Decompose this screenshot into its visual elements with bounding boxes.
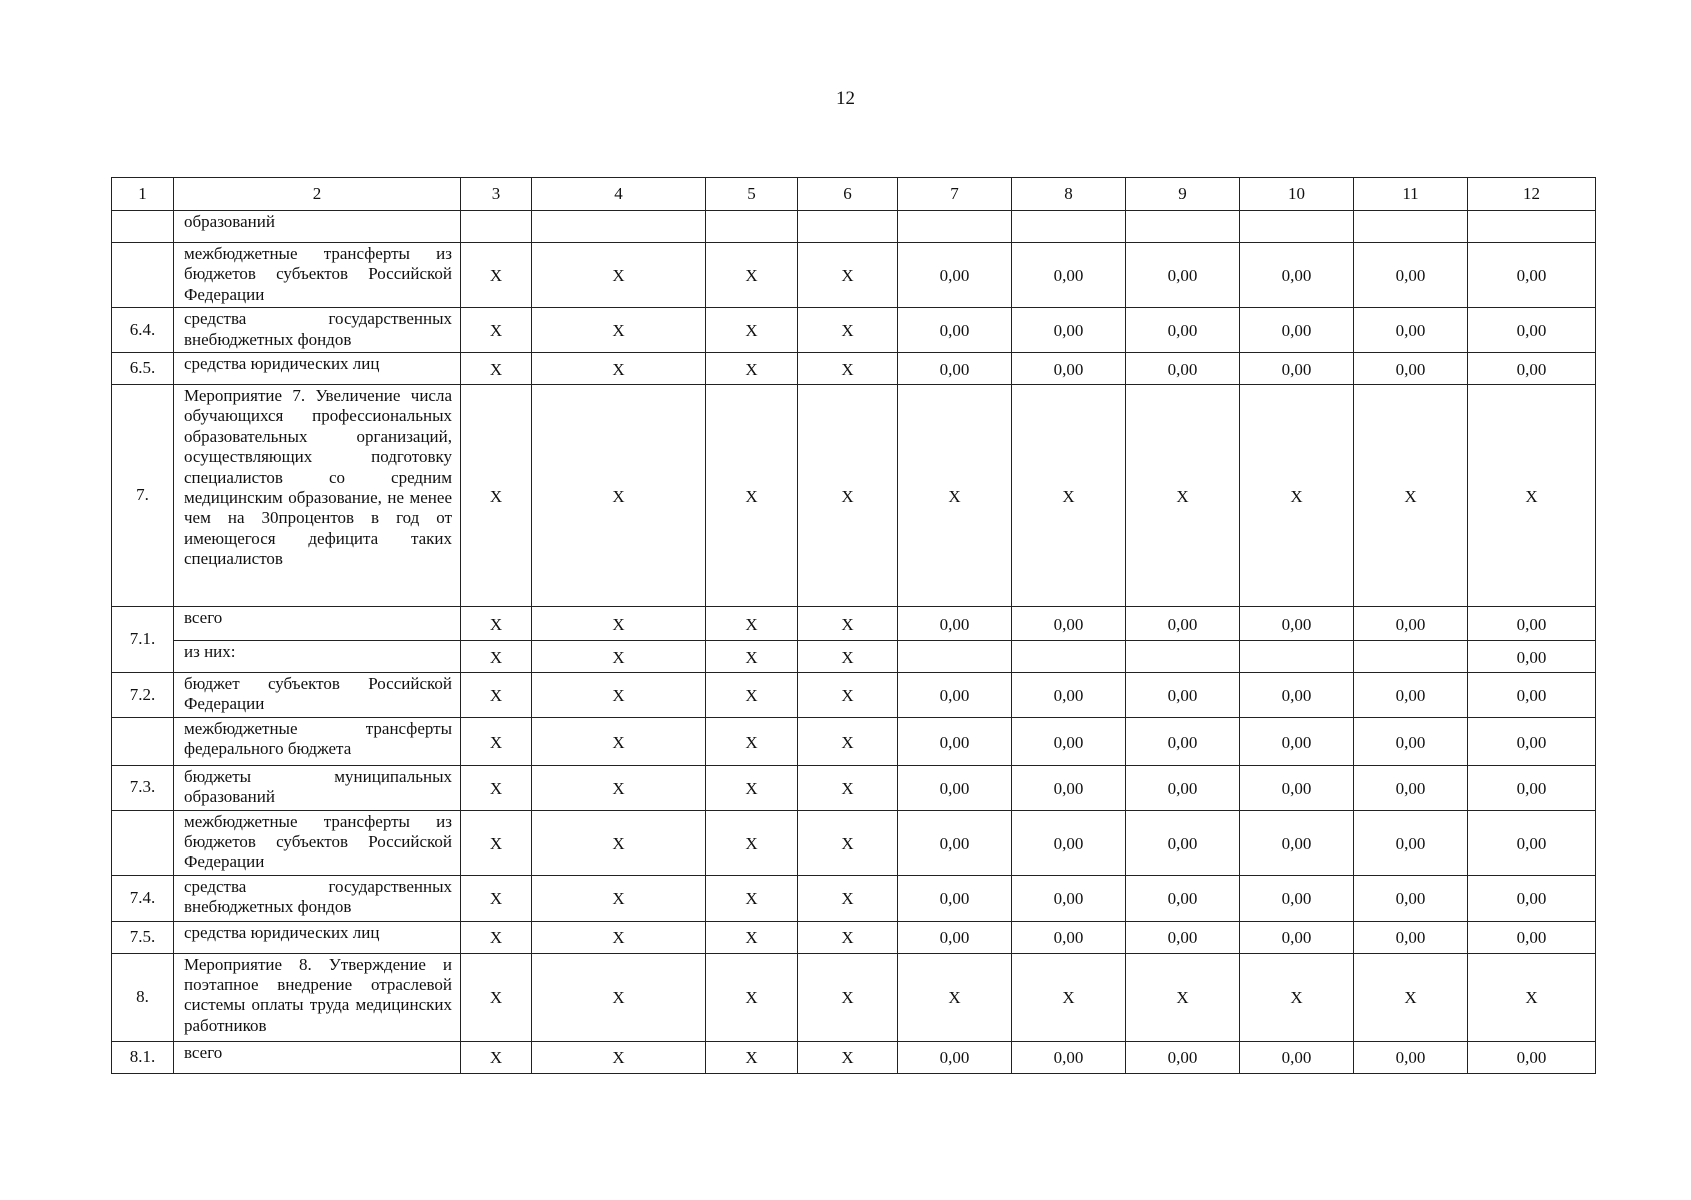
- value-cell: X: [798, 243, 898, 308]
- value-cell: [1126, 640, 1240, 672]
- value-cell: [1126, 211, 1240, 243]
- row-description: всего: [174, 606, 461, 640]
- row-description: всего: [174, 1041, 461, 1073]
- value-cell: 0,00: [898, 243, 1012, 308]
- value-cell: 0,00: [1012, 717, 1126, 765]
- value-cell: 0,00: [898, 717, 1012, 765]
- value-cell: X: [1126, 953, 1240, 1041]
- value-cell: X: [798, 1041, 898, 1073]
- value-cell: X: [461, 717, 532, 765]
- value-cell: X: [1012, 384, 1126, 606]
- data-table: [111, 177, 1596, 1074]
- value-cell: X: [706, 875, 798, 921]
- value-cell: X: [706, 672, 798, 717]
- value-cell: 0,00: [1126, 765, 1240, 810]
- value-cell: 0,00: [1240, 308, 1354, 353]
- value-cell: X: [532, 308, 706, 353]
- value-cell: [1354, 211, 1468, 243]
- row-description: межбюджетные трансферты из бюджетов субъектов Российской Федерации: [174, 810, 461, 875]
- value-cell: 0,00: [898, 606, 1012, 640]
- row-description: бюджеты муниципальных образований: [174, 765, 461, 810]
- value-cell: X: [532, 352, 706, 384]
- value-cell: [898, 211, 1012, 243]
- header-cell: 2: [174, 178, 461, 211]
- table-row: [112, 243, 1596, 308]
- table-row: [112, 810, 1596, 875]
- value-cell: 0,00: [1354, 243, 1468, 308]
- value-cell: 0,00: [1354, 810, 1468, 875]
- value-cell: X: [461, 810, 532, 875]
- value-cell: X: [461, 875, 532, 921]
- value-cell: 0,00: [1354, 308, 1468, 353]
- value-cell: X: [461, 308, 532, 353]
- value-cell: X: [798, 765, 898, 810]
- header-cell: 12: [1468, 178, 1596, 211]
- value-cell: X: [461, 352, 532, 384]
- value-cell: X: [706, 921, 798, 953]
- row-number: [112, 717, 174, 765]
- header-cell: 6: [798, 178, 898, 211]
- value-cell: 0,00: [1468, 243, 1596, 308]
- table-row: [112, 921, 1596, 953]
- value-cell: X: [532, 243, 706, 308]
- value-cell: 0,00: [1354, 875, 1468, 921]
- value-cell: [898, 640, 1012, 672]
- value-cell: 0,00: [1240, 606, 1354, 640]
- value-cell: X: [461, 765, 532, 810]
- value-cell: X: [706, 810, 798, 875]
- value-cell: [532, 211, 706, 243]
- value-cell: 0,00: [1468, 765, 1596, 810]
- value-cell: X: [532, 1041, 706, 1073]
- header-cell: 11: [1354, 178, 1468, 211]
- table-row: [112, 308, 1596, 353]
- value-cell: X: [706, 384, 798, 606]
- value-cell: 0,00: [898, 308, 1012, 353]
- value-cell: 0,00: [1126, 243, 1240, 308]
- value-cell: X: [706, 352, 798, 384]
- value-cell: 0,00: [1468, 640, 1596, 672]
- header-cell: 9: [1126, 178, 1240, 211]
- value-cell: X: [1468, 384, 1596, 606]
- table-row: [112, 211, 1596, 243]
- value-cell: X: [706, 1041, 798, 1073]
- value-cell: 0,00: [1354, 765, 1468, 810]
- value-cell: 0,00: [1012, 875, 1126, 921]
- value-cell: X: [798, 640, 898, 672]
- header-cell: 10: [1240, 178, 1354, 211]
- row-description: средства государственных внебюджетных фондов: [174, 875, 461, 921]
- value-cell: 0,00: [1126, 672, 1240, 717]
- table-row: [112, 765, 1596, 810]
- row-description: средства юридических лиц: [174, 921, 461, 953]
- value-cell: X: [706, 606, 798, 640]
- value-cell: 0,00: [1240, 921, 1354, 953]
- value-cell: X: [1240, 953, 1354, 1041]
- value-cell: 0,00: [1126, 1041, 1240, 1073]
- value-cell: X: [1354, 384, 1468, 606]
- value-cell: X: [798, 875, 898, 921]
- value-cell: X: [532, 953, 706, 1041]
- value-cell: 0,00: [898, 1041, 1012, 1073]
- value-cell: 0,00: [1468, 308, 1596, 353]
- value-cell: X: [898, 953, 1012, 1041]
- row-description: Мероприятие 8. Утверждение и поэтапное внедрение отраслевой системы оплаты труда медицинских работников: [174, 953, 461, 1041]
- row-number: 7.1.: [112, 606, 174, 672]
- value-cell: X: [706, 953, 798, 1041]
- table-row: [112, 672, 1596, 717]
- value-cell: 0,00: [1126, 921, 1240, 953]
- value-cell: 0,00: [1240, 243, 1354, 308]
- value-cell: X: [461, 1041, 532, 1073]
- row-description: из них:: [174, 640, 461, 672]
- value-cell: X: [706, 308, 798, 353]
- value-cell: 0,00: [1468, 717, 1596, 765]
- value-cell: 0,00: [1012, 672, 1126, 717]
- row-number: 7.2.: [112, 672, 174, 717]
- value-cell: X: [798, 717, 898, 765]
- value-cell: X: [1126, 384, 1240, 606]
- value-cell: 0,00: [1240, 1041, 1354, 1073]
- row-number: 6.5.: [112, 352, 174, 384]
- value-cell: 0,00: [1012, 810, 1126, 875]
- value-cell: X: [706, 640, 798, 672]
- header-cell: 5: [706, 178, 798, 211]
- value-cell: [1012, 211, 1126, 243]
- value-cell: 0,00: [1126, 875, 1240, 921]
- table-row: [112, 640, 1596, 672]
- value-cell: X: [798, 606, 898, 640]
- value-cell: [1240, 211, 1354, 243]
- value-cell: 0,00: [1468, 672, 1596, 717]
- table-row: [112, 606, 1596, 640]
- value-cell: 0,00: [898, 875, 1012, 921]
- value-cell: X: [706, 765, 798, 810]
- row-number: 7.: [112, 384, 174, 606]
- value-cell: 0,00: [898, 810, 1012, 875]
- value-cell: 0,00: [1126, 606, 1240, 640]
- value-cell: X: [1468, 953, 1596, 1041]
- row-number: [112, 810, 174, 875]
- value-cell: 0,00: [1012, 921, 1126, 953]
- row-description: средства государственных внебюджетных фондов: [174, 308, 461, 353]
- header-cell: 3: [461, 178, 532, 211]
- value-cell: [461, 211, 532, 243]
- value-cell: X: [532, 384, 706, 606]
- value-cell: X: [1012, 953, 1126, 1041]
- value-cell: 0,00: [1012, 606, 1126, 640]
- value-cell: 0,00: [1126, 352, 1240, 384]
- value-cell: 0,00: [1126, 308, 1240, 353]
- value-cell: X: [798, 308, 898, 353]
- value-cell: X: [461, 953, 532, 1041]
- row-number: [112, 243, 174, 308]
- value-cell: 0,00: [1012, 765, 1126, 810]
- value-cell: 0,00: [1240, 765, 1354, 810]
- row-description: средства юридических лиц: [174, 352, 461, 384]
- value-cell: X: [461, 606, 532, 640]
- value-cell: 0,00: [1240, 672, 1354, 717]
- row-number: [112, 211, 174, 243]
- value-cell: X: [461, 243, 532, 308]
- value-cell: X: [898, 384, 1012, 606]
- value-cell: 0,00: [1012, 1041, 1126, 1073]
- value-cell: X: [706, 717, 798, 765]
- value-cell: X: [798, 352, 898, 384]
- row-number: 7.4.: [112, 875, 174, 921]
- value-cell: 0,00: [898, 672, 1012, 717]
- value-cell: X: [532, 606, 706, 640]
- value-cell: 0,00: [1126, 717, 1240, 765]
- row-number: 8.: [112, 953, 174, 1041]
- table-row: [112, 717, 1596, 765]
- value-cell: X: [532, 672, 706, 717]
- value-cell: 0,00: [1354, 672, 1468, 717]
- header-cell: 8: [1012, 178, 1126, 211]
- value-cell: 0,00: [1354, 1041, 1468, 1073]
- value-cell: X: [1240, 384, 1354, 606]
- value-cell: [706, 211, 798, 243]
- value-cell: X: [532, 640, 706, 672]
- value-cell: [1012, 640, 1126, 672]
- header-cell: 4: [532, 178, 706, 211]
- value-cell: X: [461, 640, 532, 672]
- table-row: [112, 384, 1596, 606]
- value-cell: 0,00: [898, 921, 1012, 953]
- value-cell: 0,00: [898, 352, 1012, 384]
- value-cell: X: [461, 672, 532, 717]
- value-cell: 0,00: [1468, 1041, 1596, 1073]
- value-cell: 0,00: [1240, 717, 1354, 765]
- row-description: бюджет субъектов Российской Федерации: [174, 672, 461, 717]
- header-cell: 1: [112, 178, 174, 211]
- value-cell: 0,00: [1468, 352, 1596, 384]
- row-number: 6.4.: [112, 308, 174, 353]
- value-cell: 0,00: [1354, 352, 1468, 384]
- value-cell: X: [532, 765, 706, 810]
- value-cell: 0,00: [1468, 810, 1596, 875]
- value-cell: 0,00: [1012, 352, 1126, 384]
- table-row: [112, 953, 1596, 1041]
- row-description: Мероприятие 7. Увеличение числа обучающихся профессиональных образовательных организаций, осуществляющих подготовку специалистов со средним медицинским образование, не менее чем на 30процентов в год от имеющегося дефицита таких специалистов: [174, 384, 461, 606]
- page-number: 12: [836, 88, 855, 109]
- value-cell: 0,00: [898, 765, 1012, 810]
- value-cell: X: [532, 810, 706, 875]
- value-cell: 0,00: [1012, 243, 1126, 308]
- row-description: образований: [174, 211, 461, 243]
- row-description: межбюджетные трансферты федерального бюджета: [174, 717, 461, 765]
- value-cell: X: [798, 953, 898, 1041]
- value-cell: 0,00: [1240, 810, 1354, 875]
- value-cell: X: [706, 243, 798, 308]
- value-cell: [1354, 640, 1468, 672]
- value-cell: 0,00: [1240, 352, 1354, 384]
- row-number: 7.5.: [112, 921, 174, 953]
- value-cell: 0,00: [1354, 606, 1468, 640]
- value-cell: X: [461, 921, 532, 953]
- table-row: [112, 352, 1596, 384]
- table-row: [112, 1041, 1596, 1073]
- value-cell: X: [532, 717, 706, 765]
- value-cell: 0,00: [1354, 717, 1468, 765]
- value-cell: 0,00: [1354, 921, 1468, 953]
- value-cell: X: [532, 875, 706, 921]
- value-cell: 0,00: [1468, 875, 1596, 921]
- header-cell: 7: [898, 178, 1012, 211]
- header-row: [112, 178, 1596, 211]
- value-cell: X: [798, 672, 898, 717]
- value-cell: [1468, 211, 1596, 243]
- row-number: 7.3.: [112, 765, 174, 810]
- value-cell: 0,00: [1012, 308, 1126, 353]
- value-cell: 0,00: [1468, 606, 1596, 640]
- value-cell: X: [532, 921, 706, 953]
- row-number: 8.1.: [112, 1041, 174, 1073]
- value-cell: [1240, 640, 1354, 672]
- row-description: межбюджетные трансферты из бюджетов субъектов Российской Федерации: [174, 243, 461, 308]
- value-cell: [798, 211, 898, 243]
- value-cell: X: [1354, 953, 1468, 1041]
- value-cell: X: [798, 921, 898, 953]
- value-cell: 0,00: [1468, 921, 1596, 953]
- value-cell: 0,00: [1126, 810, 1240, 875]
- value-cell: 0,00: [1240, 875, 1354, 921]
- value-cell: X: [461, 384, 532, 606]
- value-cell: X: [798, 384, 898, 606]
- value-cell: X: [798, 810, 898, 875]
- table-row: [112, 875, 1596, 921]
